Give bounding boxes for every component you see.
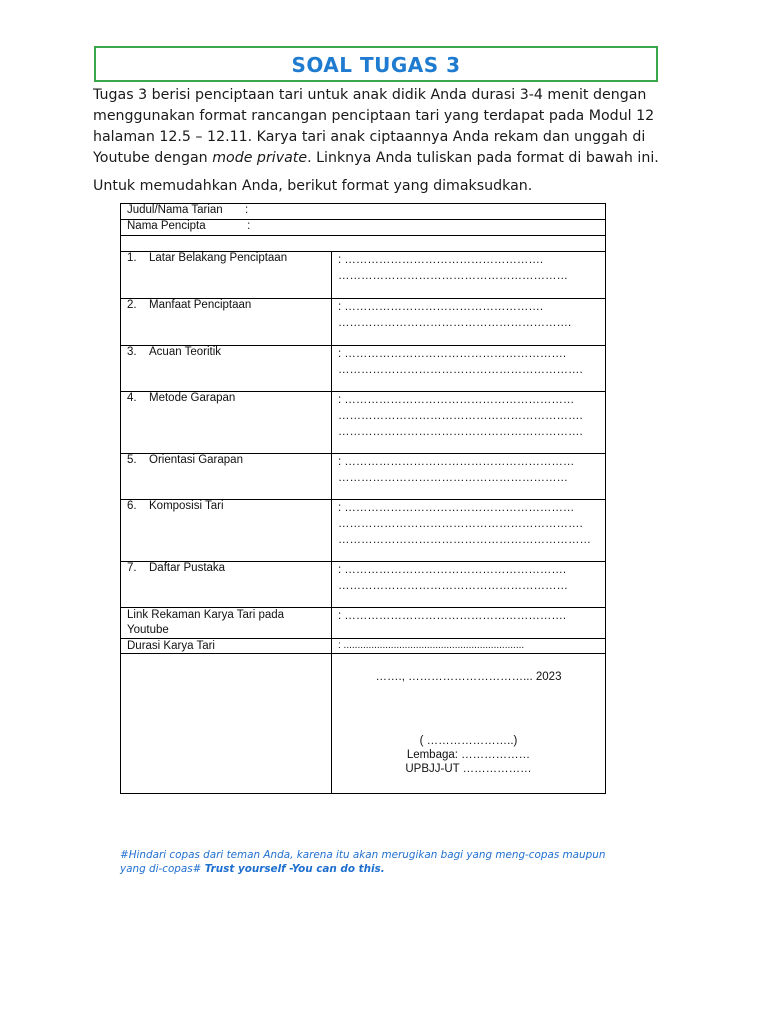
form-row bbox=[121, 299, 606, 346]
row-label: 4. Metode Garapan bbox=[121, 392, 332, 454]
judul-row: Judul/Nama Tarian : bbox=[121, 204, 606, 220]
upbjj-line: UPBJJ-UT ……………… bbox=[405, 763, 532, 775]
form-row bbox=[121, 252, 606, 299]
form-row bbox=[121, 346, 606, 392]
row-label: 7. Daftar Pustaka bbox=[121, 562, 332, 608]
blank-row bbox=[121, 236, 606, 252]
link-label: Link Rekaman Karya Tari pada Youtube bbox=[121, 608, 332, 639]
footer-emphasis: Trust yourself -You can do this. bbox=[204, 863, 385, 875]
lembaga-line: Lembaga: ……………… bbox=[406, 749, 531, 761]
intro-italic: mode private bbox=[212, 150, 308, 166]
link-value: : …………………………………………………. bbox=[332, 608, 606, 639]
row-value: : …………………………………………………… ………………………………………………………. ………………………………………………………. bbox=[332, 392, 606, 454]
row-value: : …………………………………………………. ………………………………………………………. bbox=[332, 346, 606, 392]
row-value: : ……………………………………………. …………………………………………………… bbox=[332, 252, 606, 299]
row-value: : …………………………………………………… ………………………………………………………. ………………………………………………………… bbox=[332, 500, 606, 562]
durasi-label: Durasi Karya Tari bbox=[121, 639, 332, 654]
signature-cell bbox=[332, 654, 606, 794]
form-row bbox=[121, 392, 606, 454]
title-box bbox=[94, 46, 658, 82]
signature-left-cell bbox=[121, 654, 332, 794]
intro-paragraph-1: Tugas 3 berisi penciptaan tari untuk anak didik Anda durasi 3-4 menit dengan menggunakan format rancangan penciptaan tari yang terdapat pada Modul 12 halaman 12.5 – 12.11. Karya tari anak ciptaannya Anda rekam dan unggah di Youtube dengan mode private. Linknya Anda tuliskan pada format di bawah ini. bbox=[93, 87, 659, 166]
pencipta-row: Nama Pencipta : bbox=[121, 220, 606, 236]
footer-note: #Hindari copas dari teman Anda, karena itu akan merugikan bagi yang meng-copas maupun yang di-copas# Trust yourself -You can do this. bbox=[120, 849, 606, 875]
intro-text bbox=[93, 85, 683, 197]
row-label: 2. Manfaat Penciptaan bbox=[121, 299, 332, 346]
row-label: 1. Latar Belakang Penciptaan bbox=[121, 252, 332, 299]
intro-paragraph-2: Untuk memudahkan Anda, berikut format yang dimaksudkan. bbox=[93, 178, 533, 194]
form-row bbox=[121, 500, 606, 562]
form-row bbox=[121, 562, 606, 608]
row-value: : …………………………………………………. …………………………………………………… bbox=[332, 562, 606, 608]
page-title: SOAL TUGAS 3 bbox=[291, 53, 461, 77]
format-table bbox=[120, 203, 606, 794]
row-label: 5. Orientasi Garapan bbox=[121, 454, 332, 500]
row-label: 6. Komposisi Tari bbox=[121, 500, 332, 562]
row-value: : …………………………………………………… …………………………………………………… bbox=[332, 454, 606, 500]
row-label: 3. Acuan Teoritik bbox=[121, 346, 332, 392]
durasi-value: : ................................................................. bbox=[332, 639, 606, 654]
signature-name: ( …………………..) bbox=[419, 735, 518, 747]
form-row bbox=[121, 454, 606, 500]
date-line: ……., …………………………... 2023 bbox=[375, 671, 562, 683]
row-value: : ……………………………………………. ……………………………………………………. bbox=[332, 299, 606, 346]
